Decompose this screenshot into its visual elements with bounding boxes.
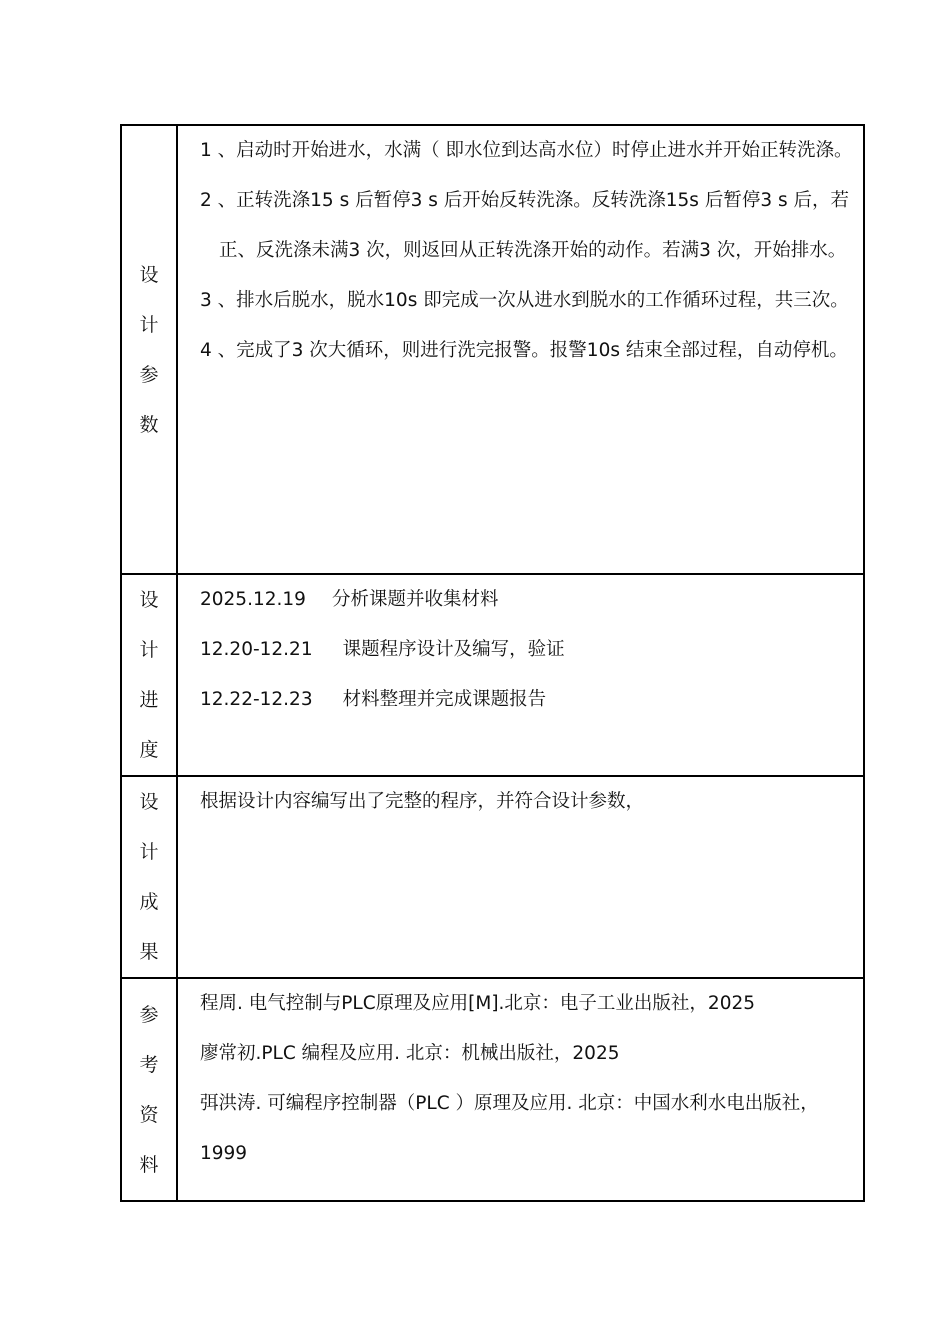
parameter-item-4: 4 、完成了3 次大循环，则进行洗完报警。报警10s 结束全部过程，自动停机。 [200,340,848,361]
reference-item-2: 廖常初.PLC 编程及应用. 北京：机械出版社，2025 [200,1043,620,1064]
schedule-date: 12.22-12.23 [200,689,313,710]
parameter-item-3: 3 、排水后脱水，脱水10s 即完成一次从进水到脱水的工作循环过程，共三次。 [200,290,849,311]
parameter-item-1: 1 、启动时开始进水，水满（ 即水位到达高水位）时停止进水并开始正转洗涤。 [200,140,853,161]
schedule-task: 材料整理并完成课题报告 [342,689,547,710]
schedule-date: 12.20-12.21 [200,639,313,660]
row-design-results [121,776,864,978]
label-char: 设 [139,589,159,611]
label-char: 参 [139,1003,159,1026]
row-design-parameters [121,125,864,574]
content-design-parameters [177,125,864,574]
label-char: 设 [139,791,159,813]
reference-item-1: 程周. 电气控制与PLC原理及应用[M].北京：电子工业出版社，2025 [200,993,756,1014]
label-char: 计 [139,313,159,336]
schedule-task: 课题程序设计及编写，验证 [342,639,565,660]
label-char: 资 [139,1103,159,1126]
reference-item-3: 弭洪涛. 可编程序控制器（PLC ）原理及应用. 北京：中国水利水电出版社，1999 [200,1093,819,1164]
schedule-item-1 [200,575,855,625]
results-text: 根据设计内容编写出了完整的程序，并符合设计参数， [200,791,645,812]
parameter-item-2: 2 、正转洗涤15 s 后暂停3 s 后开始反转洗涤。反转洗涤15s 后暂停3 s 后，若正、反洗涤未满3 次，则返回从正转洗涤开始的动作。若满3 次，开始排水。 [200,190,849,261]
label-char: 成 [139,891,159,913]
label-char: 进 [139,689,159,711]
design-info-table [120,124,865,1202]
row-references [121,978,864,1201]
content-references [177,978,864,1201]
content-design-progress [177,574,864,776]
label-char: 设 [139,263,159,286]
label-design-results [121,776,177,978]
label-char: 数 [139,413,159,436]
label-design-progress [121,574,177,776]
schedule-task: 分析课题并收集材料 [331,589,499,610]
schedule-item-2 [200,625,855,675]
label-char: 考 [139,1053,159,1076]
label-design-parameters [121,125,177,574]
content-design-results [177,776,864,978]
label-char: 计 [139,639,159,661]
label-char: 果 [139,941,159,963]
label-char: 度 [139,739,159,761]
row-design-progress [121,574,864,776]
label-char: 计 [139,841,159,863]
schedule-item-3 [200,675,855,725]
label-char: 料 [139,1153,159,1176]
label-references [121,978,177,1201]
schedule-date: 2025.12.19 [200,589,306,610]
label-char: 参 [139,363,159,386]
